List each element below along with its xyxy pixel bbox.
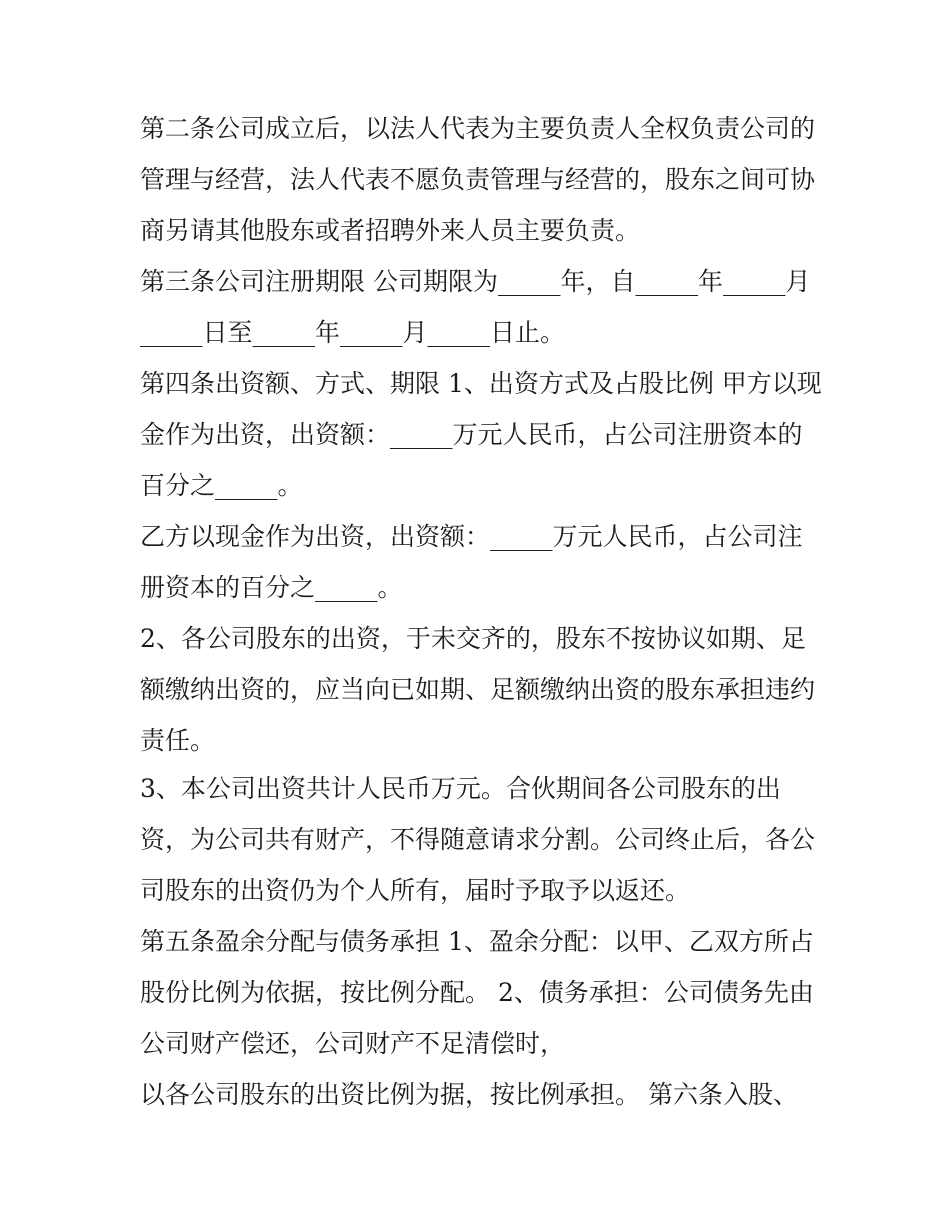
text-line: 责任。 [140,726,216,755]
text-line: 金作为出资，出资额：_____万元人民币，占公司注册资本的 [140,420,803,449]
text-line: 乙方以现金作为出资，出资额：_____万元人民币，占公司注 [140,522,803,551]
text-line: 第五条盈余分配与债务承担 1、盈余分配：以甲、乙双方所占 [140,927,814,956]
text-line: 第二条公司成立后，以法人代表为主要负责人全权负责公司的 [140,114,816,143]
text-line: 百分之_____。 [140,471,303,500]
text-line: 册资本的百分之_____。 [140,573,403,602]
text-line: 商另请其他股东或者招聘外来人员主要负责。 [140,216,641,245]
text-line: 第三条公司注册期限 公司期限为_____年，自_____年_____月 [140,267,811,296]
text-line: 司股东的出资仍为个人所有，届时予取予以返还。 [140,876,691,905]
text-line: 3、本公司出资共计人民币万元。合伙期间各公司股东的出 [140,774,781,803]
text-line: _____日至_____年_____月_____日止。 [140,318,566,347]
text-line: 2、各公司股东的出资，于未交齐的，股东不按协议如期、足 [140,624,806,653]
text-line: 股份比例为依据，按比例分配。 2、债务承担：公司债务先由 [140,978,814,1007]
text-line: 以各公司股东的出资比例为据，按比例承担。 第六条入股、 [140,1080,798,1109]
text-line: 公司财产偿还，公司财产不足清偿时， [140,1029,566,1058]
text-line: 资，为公司共有财产，不得随意请求分割。公司终止后，各公 [140,825,816,854]
text-line: 额缴纳出资的，应当向已如期、足额缴纳出资的股东承担违约 [140,675,816,704]
text-line: 第四条出资额、方式、期限 1、出资方式及占股比例 甲方以现 [140,369,822,398]
text-line: 管理与经营，法人代表不愿负责管理与经营的，股东之间可协 [140,165,816,194]
